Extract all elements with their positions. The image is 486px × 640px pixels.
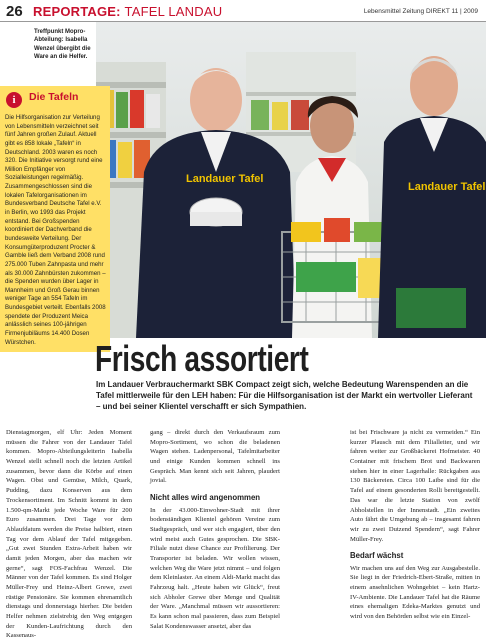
text-column-1: [6, 428, 132, 640]
subheading: Nicht alles wird angenommen: [150, 493, 261, 503]
info-icon: i: [6, 92, 22, 108]
body-paragraph: ist bei Frischware ja nicht zu vermeiden.“ Ein kurzer Plausch mit dem Filialleiter, und wir fahren weiter zur Großbäckerei Hofmeister. 40 Container mit frischem Brot und Backwaren stehen hier in einer Lagerhalle: Rückgaben aus 130 Bäckereien. Circa 100 Laibe sind für die Tafel auf einem gesonderten Rolli bereitgestellt. Das war die letzte Station von zwölf Abholstellen in der Innenstadt. „Ein zweites Auto fährt die Umgebung ab – insgesamt fahren wir zu zwei Dutzend Spendern“, sagt Fahrer Müller-Frey.: [350, 429, 480, 543]
article-photo: [96, 22, 486, 338]
section-label: REPORTAGE:: [33, 4, 121, 19]
text-column-2: [150, 428, 280, 634]
page-header: [0, 0, 486, 22]
article-headline: Frisch assortiert: [95, 338, 309, 379]
section-topic: TAFEL LANDAU: [124, 4, 223, 19]
article-lead: Im Landauer Verbrauchermarkt SBK Compact zeigt sich, welche Bedeutung Warenspenden an die Tafel mittlerweile für den LEH haben: Für die Hilfsorganisation ist der Markt ein wertvoller Lieferant – und bei seiner Klientel verschafft er sich Sympathien.: [96, 380, 473, 412]
apron-sign-left: Landauer Tafel: [186, 173, 264, 185]
body-paragraph: In der 43.000-Einwohner-Stadt mit ihrer bodenständigen Klientel gehören Vereine zum Stadtgespräch, und wer sich engagiert, über den wird meist auch Gutes gesprochen. Die SBK-Filiale nutzt diese Chance zur Profilierung. Der Transporter ist beladen. Wir wollen wissen, welchen Weg die Ware jetzt nimmt – und folgen dem Kleinlaster. An einem Aldi-Markt macht das Fahrzeug halt. „Heute haben wir Glück“, freut sich Abholer Grewe über Menge und Qualität der Ware. „Manchmal müssen wir aussortieren: Es kann schon mal passieren, dass zum Beispiel Salat Kondenswasser ansetzt, aber das: [150, 506, 280, 630]
info-box: [0, 86, 110, 352]
body-paragraph: Dienstagmorgen, elf Uhr: Jeden Moment müssen die Fahrer von der Landauer Tafel kommen. Mopro-Abteilungsleiterin Isabella Wenzel stellt schnell noch die letzten Artikel zusammen, bevor dann die Körbe auf einen Wagen. Obst und Gemüse, Milch, Quark, Pudding, dazu Konserven aus dem Trockensortiment. Im Schnitt kommt in dem 1.500-qm-Markt jede Woche Ware für 200 Euro zusammen. Drei Tage vor dem Ablaufdatum werden die Preise halbiert, einen Tag vor dem Ablauf der Tafel mitgegeben. „Gut zwei Stunden Extra-Arbeit haben wir damit jeden Morgen, aber das machen wir gerne“, sagt FOS-Fachfrau Wenzel. Die Männer von der Tafel kommen. Es sind Holger Müller-Frey und Heinz-Albert Grewe, zwei rüstige Pensionäre. Sie kommen ehrenamtlich dienstags und donnerstags hierher. Die beiden Helfer nehmen zielstrebig den Weg entgegen der Kunden-Laufrichtung durch den Kassenaus-: [6, 429, 132, 640]
publication-info: Lebensmittel Zeitung DIREKT 11 | 2009: [363, 8, 478, 15]
info-box-title: Die Tafeln: [29, 91, 79, 103]
subheading: Bedarf wächst: [350, 551, 404, 561]
text-column-3: [350, 428, 480, 624]
section-kicker: [33, 4, 222, 19]
body-paragraph: Wir machen uns auf den Weg zur Ausgabestelle. Sie liegt in der Friedrich-Ebert-Straße, mitten in einem ansehnlichen Wohngebiet – kein Hartz-IV-Ambiente. Die Landauer Tafel hat die Räume eines ehemaligen Edeka-Marktes genutzt und wird von den Behörden selbst wie ein Einzel-: [350, 564, 480, 621]
page-number: 26: [6, 3, 23, 20]
apron-sign-right: Landauer Tafel: [408, 181, 486, 193]
photo-caption: Treffpunkt Mopro-Abteilung: Isabella Wenzel übergibt die Ware an die Helfer.: [34, 29, 91, 61]
info-box-text: Die Hilfsorganisation zur Verteilung von Lebensmitteln verzeichnet seit fünf Jahren großen Zulauf. Aktuell gibt es 858 lokale „Tafeln“ in Deutschland. 2003 waren es noch 320. Die Initiative versorgt rund eine Million Empfänger von Sozialleistungen regelmäßig. Zusammengeschlossen sind die lokalen Tafelorganisationen im Bundesverband Deutsche Tafel e.V. in Berlin, wo 1993 das Projekt entstand. Bei Großspenden koordiniert der Dachverband die bundesweite Verteilung. Der Konsumgüterproduzent Procter & Gamble ließ dem Verband 2008 rund 275.000 Tuben Zahnpasta und mehr als 30.000 Zahnbürsten zukommen – die Spenden wurden über Lager in Mannheim und Groß Gerau binnen weniger Tage an 554 Tafeln im Bundesgebiet verteilt. Ebenfalls 2008 spendete der Produzent Meica anlässlich seines 100-jährigen Firmenjubiläums 14.400 Dosen Würstchen.: [5, 114, 106, 346]
body-paragraph: gang – direkt durch den Verkaufsraum zum Mopro-Sortiment, wo schon die beladenen Wagen stehen. Ladenpersonal, Tafelmitarbeiter und einige Kunden kommen schnell ins Gespräch. Man kennt sich seit Jahren, plaudert jovial.: [150, 429, 280, 485]
